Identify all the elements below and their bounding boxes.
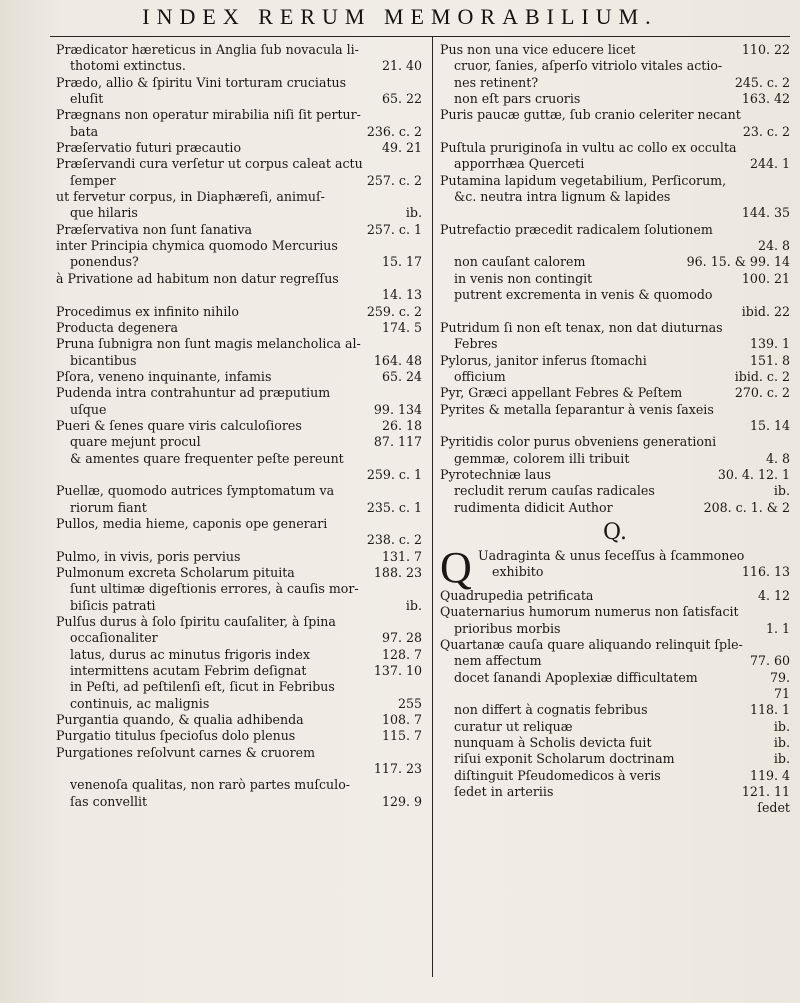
index-line (440, 75, 790, 91)
page-reference: 26. 18 (381, 417, 422, 433)
index-line (440, 205, 790, 221)
index-text: Pulſus durus à ſolo ſpiritu cauſaliter, à ſpina (56, 614, 336, 630)
page-reference: 235. c. 1 (366, 499, 422, 515)
index-text: eluſit (70, 91, 104, 107)
index-text: intermittens acutam Febrim deſignat (70, 663, 307, 679)
page-reference: 144. 35 (741, 205, 790, 221)
running-header: INDEX RERUM MEMORABILIUM. (142, 4, 658, 29)
page-reference: 23. c. 2 (742, 123, 790, 139)
index-text: à Privatione ad habitum non datur regreſſus (56, 270, 339, 286)
index-text: Pſora, veneno inquinante, infamis (56, 368, 272, 384)
index-line (56, 549, 422, 565)
index-text: inter Principia chymica quomodo Mercurius (56, 238, 338, 254)
index-text: Pulmo, in vivis, poris pervius (56, 548, 241, 564)
index-line (440, 58, 790, 74)
index-line (56, 271, 422, 287)
index-text: bata (70, 123, 99, 139)
index-line (440, 222, 790, 238)
index-text: prioribus morbis (454, 620, 561, 636)
page-reference: 164. 48 (373, 352, 422, 368)
drop-cap-q: Q (440, 542, 472, 592)
page-reference: 121. 11 (741, 784, 790, 800)
index-text: Pus non una vice educere licet (440, 42, 636, 57)
page-reference: 30. 4. 12. 1 (717, 466, 790, 482)
page-reference: ib. (405, 205, 422, 221)
index-line (56, 630, 422, 646)
index-text: Præſervativa non ſunt ſanativa (56, 221, 253, 237)
index-text: recludit rerum cauſas radicales (454, 483, 655, 499)
index-line (440, 304, 790, 320)
index-line (56, 353, 422, 369)
index-text: Præſervatio futuri præcautio (56, 140, 242, 156)
index-text: non cauſant calorem (454, 254, 586, 270)
page-reference: 151. 8 (749, 352, 790, 368)
index-line (56, 434, 422, 450)
page-reference: 257. c. 1 (366, 221, 422, 237)
page-reference: 65. 24 (381, 368, 422, 384)
index-text: Procedimus ex infinito nihilo (56, 303, 239, 319)
index-line (440, 254, 790, 270)
index-line (440, 483, 790, 499)
page-reference: 236. c. 2 (366, 123, 422, 139)
index-text: apporrhæa Querceti (454, 156, 585, 172)
index-line (56, 287, 422, 303)
index-line (440, 686, 790, 702)
index-text: riſui exponit Scholarum doctrinam (454, 751, 675, 767)
page-reference: 238. c. 2 (366, 532, 422, 548)
index-line (56, 320, 422, 336)
index-line (440, 735, 790, 751)
index-line (56, 500, 422, 516)
index-text: Purgationes reſolvunt carnes & cruorem (56, 744, 316, 760)
index-text: in Peſti, ad peſtilenſi eſt, ſicut in Febribus (70, 679, 335, 695)
index-text: ut fervetur corpus, in Diaphæreſi, animuſ- (56, 189, 325, 205)
index-line (56, 418, 422, 434)
page-reference: 163. 42 (741, 91, 790, 107)
index-line (440, 434, 790, 450)
index-text: docet ſanandi Apoplexiæ difficultatem (454, 669, 698, 685)
page-reference: 259. c. 2 (366, 303, 422, 319)
index-line (56, 156, 422, 172)
index-line (56, 189, 422, 205)
index-line (440, 320, 790, 336)
index-text: Quaternarius humorum numerus non ſatisfacit (440, 604, 739, 620)
index-line (56, 663, 422, 679)
index-text: uſque (70, 401, 107, 417)
page-reference: 115. 7 (381, 728, 422, 744)
page-reference: ib. (773, 735, 790, 751)
index-line (440, 588, 790, 604)
index-text: thotomi extinctus. (70, 58, 186, 74)
index-line (440, 670, 790, 686)
page-reference: 255 (397, 695, 422, 711)
index-line (56, 516, 422, 532)
index-text: Febres (454, 336, 498, 352)
page-reference: 15. 14 (749, 417, 790, 433)
index-text: Pullos, media hieme, caponis ope generari (56, 515, 328, 531)
index-line (440, 107, 790, 123)
index-text: Puris paucæ guttæ, ſub cranio celeriter necant (440, 107, 741, 123)
index-line (440, 800, 790, 816)
index-text: Pruna ſubnigra non ſunt magis melancholica al- (56, 336, 361, 352)
page-reference: 118. 1 (749, 702, 790, 718)
page-reference: ſedet (757, 800, 790, 816)
index-text: nunquam à Scholis devicta fuit (454, 735, 652, 751)
page-reference: ib. (773, 483, 790, 499)
index-line (440, 369, 790, 385)
index-line (56, 173, 422, 189)
index-text: non differt à cognatis febribus (454, 702, 648, 718)
index-line (56, 369, 422, 385)
p-entries (440, 42, 790, 516)
index-line (440, 91, 790, 107)
index-line (56, 336, 422, 352)
index-text: & amentes quare frequenter peſte pereunt (70, 450, 344, 466)
index-line (440, 42, 790, 58)
index-text: bicantibus (70, 352, 137, 368)
index-line (440, 604, 790, 620)
index-line (56, 451, 422, 467)
index-text: Purgantia quando, & qualia adhibenda (56, 712, 304, 728)
index-line (440, 353, 790, 369)
index-line (440, 271, 790, 287)
index-line (440, 287, 790, 303)
index-text: curatur ut reliquæ (454, 718, 573, 734)
index-line (56, 777, 422, 793)
page-reference: 97. 28 (381, 630, 422, 646)
index-line (478, 564, 790, 580)
index-line (440, 385, 790, 401)
index-text: continuis, ac malignis (70, 695, 210, 711)
page-reference: 21. 40 (381, 58, 422, 74)
index-line (56, 385, 422, 401)
index-text: venenoſa qualitas, non rarò partes muſculo- (70, 777, 351, 793)
index-line (56, 107, 422, 123)
index-line (56, 598, 422, 614)
index-line (440, 336, 790, 352)
index-line (56, 647, 422, 663)
index-line (56, 483, 422, 499)
page-reference: 108. 7 (381, 712, 422, 728)
q-entries (440, 588, 790, 817)
index-line (440, 173, 790, 189)
left-column (56, 42, 422, 810)
index-line (56, 42, 422, 58)
index-text: Pyr, Græci appellant Febres & Peſtem (440, 385, 683, 401)
index-text: non eſt pars cruoris (454, 91, 581, 107)
index-line (440, 621, 790, 637)
index-line (56, 581, 422, 597)
index-text: latus, durus ac minutus frigoris index (70, 646, 310, 662)
page-reference: ib. (405, 597, 422, 613)
q-first-lines (478, 548, 790, 588)
index-text: Producta degenera (56, 319, 178, 335)
page-reference: 100. 21 (741, 270, 790, 286)
index-text: riorum fiant (70, 499, 147, 515)
page-reference: 77. 60 (749, 653, 790, 669)
page-reference: 128. 7 (381, 646, 422, 662)
page-reference: 131. 7 (381, 548, 422, 564)
page-reference: 96. 15. & 99. 14 (686, 254, 790, 270)
index-line (56, 238, 422, 254)
index-text: rudimenta didicit Author (454, 499, 613, 515)
index-text: Putrefactio præcedit radicalem ſolutionem (440, 221, 713, 237)
index-line (440, 238, 790, 254)
index-text: officium (454, 368, 506, 384)
index-line (56, 140, 422, 156)
page-reference: 4. 12 (757, 587, 790, 603)
page-reference: 270. c. 2 (734, 385, 790, 401)
index-text: ſas convellit (70, 793, 148, 809)
page-reference: 4. 8 (765, 450, 790, 466)
page-reference: 1. 1 (765, 620, 790, 636)
page-reference: 65. 22 (381, 91, 422, 107)
index-line (56, 58, 422, 74)
page-reference: 257. c. 2 (366, 172, 422, 188)
index-text: in venis non contingit (454, 270, 593, 286)
index-text: que hilaris (70, 205, 138, 221)
index-text: gemmæ, colorem illi tribuit (454, 450, 630, 466)
q-first-entry (440, 542, 790, 592)
index-text: nem affectum (454, 653, 542, 669)
index-line (56, 304, 422, 320)
index-text: &c. neutra intra lignum & lapides (454, 189, 671, 205)
index-text: Pyritidis color purus obveniens generationi (440, 434, 717, 450)
index-text: quare mejunt procul (70, 434, 201, 450)
index-line (56, 761, 422, 777)
page-reference: 14. 13 (381, 287, 422, 303)
index-line (440, 467, 790, 483)
page-reference: 116. 13 (741, 564, 790, 580)
index-text: putrent excrementa in venis & quomodo (454, 287, 713, 303)
index-line (56, 794, 422, 810)
index-text: Pueri & ſenes quare viris calculoſiores (56, 417, 302, 433)
column-divider (432, 37, 433, 977)
index-line (440, 500, 790, 516)
index-line (56, 205, 422, 221)
page-reference: ibid. 22 (741, 303, 790, 319)
index-line (56, 728, 422, 744)
section-letter-q: Q. (603, 519, 627, 545)
index-text: Pudenda intra contrahuntur ad præputium (56, 385, 331, 401)
index-line (440, 418, 790, 434)
index-text: Præſervandi cura verſetur ut corpus caleat actu (56, 156, 363, 172)
index-line (56, 254, 422, 270)
index-text: nes retinent? (454, 74, 539, 90)
page-reference: 139. 1 (749, 336, 790, 352)
index-text: occaſionaliter (70, 630, 158, 646)
page-reference: 24. 8 (757, 238, 790, 254)
index-text: Pyrotechniæ laus (440, 466, 551, 482)
page-reference: 99. 134 (373, 401, 422, 417)
page-reference: 208. c. 1. & 2 (703, 499, 790, 515)
index-text: Prædo, allio & ſpiritu Vini torturam cruciatus (56, 74, 347, 90)
index-text: exhibito (492, 564, 544, 580)
index-line (440, 140, 790, 156)
index-line (56, 124, 422, 140)
index-text: Pylorus, janitor inferus ſtomachi (440, 352, 647, 368)
index-text: ſemper (70, 172, 116, 188)
index-line (440, 451, 790, 467)
page-reference: ib. (773, 718, 790, 734)
index-line (56, 614, 422, 630)
index-line (56, 222, 422, 238)
page-reference: 129. 9 (381, 793, 422, 809)
index-line (440, 124, 790, 140)
index-text: Putamina lapidum vegetabilium, Perſicorum, (440, 172, 727, 188)
page-reference: 110. 22 (741, 42, 790, 57)
index-line (440, 702, 790, 718)
index-line (56, 696, 422, 712)
index-line (56, 679, 422, 695)
page-reference: 49. 21 (381, 140, 422, 156)
index-text: cruor, ſanies, aſperſo vitriolo vitales actio- (454, 58, 723, 74)
index-text: Prædicator hæreticus in Anglia ſub novacula li- (56, 42, 359, 57)
index-line (440, 189, 790, 205)
page-reference: 117. 23 (373, 761, 422, 777)
index-text: Putridum ſi non eſt tenax, non dat diuturnas (440, 319, 723, 335)
page-reference: 79. (769, 669, 790, 685)
index-text: Pulmonum excreta Scholarum pituita (56, 565, 295, 580)
page-reference: 15. 17 (381, 254, 422, 270)
index-text: Purgatio titulus ſpecioſus dolo plenus (56, 728, 296, 744)
index-line (56, 75, 422, 91)
page-reference: 137. 10 (373, 663, 422, 679)
index-line (440, 784, 790, 800)
page-reference: 244. 1 (749, 156, 790, 172)
index-line (478, 548, 790, 564)
index-line (440, 751, 790, 767)
right-column (440, 42, 790, 817)
index-line (56, 467, 422, 483)
page-reference: ib. (773, 751, 790, 767)
index-text: diſtinguit Pſeudomedicos à veris (454, 767, 661, 783)
index-text: Uadraginta & unus ſeceſſus à ſcammoneo (478, 547, 745, 563)
page-reference: 245. c. 2 (734, 74, 790, 90)
index-line (56, 745, 422, 761)
page-reference: 71 (773, 686, 790, 702)
index-text: Puellæ, quomodo autrices ſymptomatum va (56, 483, 335, 499)
index-text: Quartanæ cauſa quare aliquando relinquit ſple- (440, 637, 743, 652)
header-rule (50, 36, 790, 37)
index-line (56, 712, 422, 728)
index-line (440, 653, 790, 669)
index-text: biſicis patrati (70, 597, 156, 613)
index-line (440, 768, 790, 784)
index-line (56, 532, 422, 548)
page-reference: 174. 5 (381, 319, 422, 335)
page-reference: ibid. c. 2 (734, 368, 790, 384)
index-text: ſedet in arteriis (454, 784, 554, 800)
index-line (56, 565, 422, 581)
index-text: Quadrupedia petrificata (440, 587, 594, 603)
index-text: Prægnans non operatur mirabilia niſi ſit pertur- (56, 107, 361, 123)
index-text: ponendus? (70, 254, 139, 270)
index-line (440, 402, 790, 418)
page-reference: 119. 4 (749, 767, 790, 783)
index-text: ſunt ultimæ digeſtionis errores, à cauſis mor- (70, 581, 359, 597)
index-line (56, 91, 422, 107)
index-line (56, 402, 422, 418)
index-line (440, 156, 790, 172)
index-line (440, 637, 790, 653)
page-reference: 87. 117 (373, 434, 422, 450)
index-text: Pyrites & metalla ſeparantur à venis ſaxeis (440, 401, 714, 417)
index-line (440, 719, 790, 735)
page-reference: 259. c. 1 (366, 466, 422, 482)
index-text: Puſtula pruriginoſa in vultu ac collo ex occulta (440, 140, 737, 156)
page-reference: 188. 23 (373, 565, 422, 580)
